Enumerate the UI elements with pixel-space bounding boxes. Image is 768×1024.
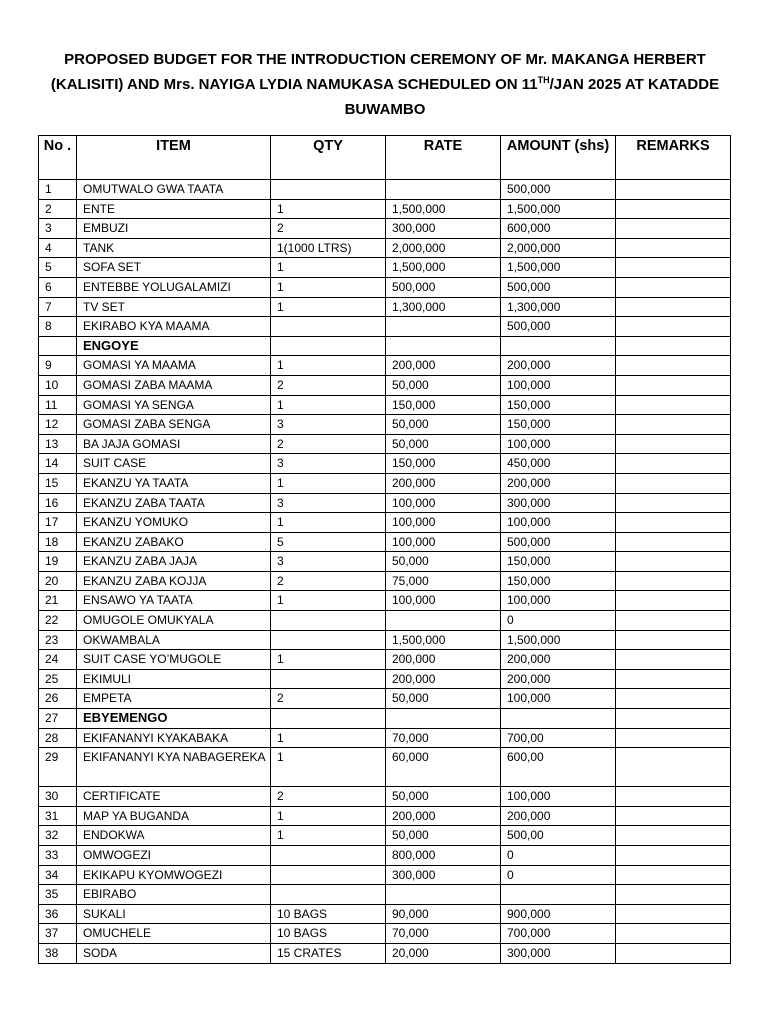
cell-no: 21 [39,591,77,611]
cell-remarks [616,689,731,709]
cell-amount: 100,000 [501,434,616,454]
cell-rate: 75,000 [386,571,501,591]
cell-qty: 1 [271,356,386,376]
cell-amount: 1,500,000 [501,630,616,650]
cell-rate [386,611,501,631]
cell-rate [386,709,501,729]
table-row [39,904,731,924]
cell-no: 30 [39,787,77,807]
document-title [40,47,730,122]
cell-amount: 600,00 [501,748,616,787]
cell-amount: 600,000 [501,219,616,239]
cell-no: 11 [39,395,77,415]
cell-qty [271,669,386,689]
cell-rate: 100,000 [386,532,501,552]
cell-no: 24 [39,650,77,670]
cell-rate: 50,000 [386,689,501,709]
cell-rate: 800,000 [386,846,501,866]
cell-qty: 1 [271,513,386,533]
table-row [39,258,731,278]
table-row [39,356,731,376]
table-row [39,846,731,866]
table-row [39,709,731,729]
cell-no: 33 [39,846,77,866]
cell-item: EKANZU ZABA TAATA [77,493,271,513]
table-row [39,375,731,395]
cell-remarks [616,709,731,729]
cell-remarks [616,552,731,572]
table-row [39,336,731,356]
cell-remarks [616,826,731,846]
cell-remarks [616,943,731,963]
cell-remarks [616,748,731,787]
cell-no: 1 [39,180,77,200]
cell-item: SOFA SET [77,258,271,278]
budget-rows [39,180,731,964]
cell-no: 13 [39,434,77,454]
title-line-2b: /JAN 2025 AT KATADDE [549,76,720,93]
table-row [39,493,731,513]
cell-rate: 20,000 [386,943,501,963]
cell-item: EKIMULI [77,669,271,689]
cell-remarks [616,904,731,924]
table-row [39,180,731,200]
cell-item: ENTEBBE YOLUGALAMIZI [77,277,271,297]
cell-amount: 150,000 [501,415,616,435]
cell-qty: 2 [271,219,386,239]
cell-no: 3 [39,219,77,239]
cell-item: OMUGOLE OMUKYALA [77,611,271,631]
cell-rate: 1,500,000 [386,258,501,278]
table-row [39,669,731,689]
cell-remarks [616,277,731,297]
title-line-2a: (KALISITI) AND Mrs. NAYIGA LYDIA NAMUKASA SCHEDULED ON 11 [50,76,538,93]
cell-rate: 1,300,000 [386,297,501,317]
cell-remarks [616,513,731,533]
cell-rate: 200,000 [386,806,501,826]
table-row [39,728,731,748]
cell-qty: 3 [271,493,386,513]
cell-item: MAP YA BUGANDA [77,806,271,826]
cell-remarks [616,317,731,337]
cell-no: 9 [39,356,77,376]
cell-remarks [616,493,731,513]
cell-remarks [616,650,731,670]
cell-no: 6 [39,277,77,297]
cell-no: 5 [39,258,77,278]
cell-item: ENDOKWA [77,826,271,846]
cell-remarks [616,669,731,689]
table-row [39,297,731,317]
table-row [39,611,731,631]
cell-remarks [616,336,731,356]
cell-amount: 1,500,000 [501,199,616,219]
title-line-3: BUWAMBO [344,101,426,118]
header-rate: RATE [386,136,501,180]
cell-amount: 0 [501,611,616,631]
cell-qty: 10 BAGS [271,924,386,944]
table-row [39,748,731,787]
cell-qty: 1(1000 LTRS) [271,238,386,258]
cell-remarks [616,571,731,591]
cell-amount: 700,000 [501,924,616,944]
cell-qty: 3 [271,415,386,435]
cell-rate: 300,000 [386,865,501,885]
cell-rate: 1,500,000 [386,199,501,219]
cell-qty [271,611,386,631]
cell-no: 25 [39,669,77,689]
cell-amount: 500,000 [501,277,616,297]
cell-remarks [616,591,731,611]
cell-remarks [616,238,731,258]
cell-item: OMUCHELE [77,924,271,944]
cell-qty [271,846,386,866]
table-row [39,238,731,258]
cell-rate: 60,000 [386,748,501,787]
cell-amount [501,885,616,905]
header-item: ITEM [77,136,271,180]
cell-item: EKANZU ZABA KOJJA [77,571,271,591]
cell-rate: 200,000 [386,669,501,689]
cell-rate: 100,000 [386,591,501,611]
cell-qty: 10 BAGS [271,904,386,924]
cell-qty: 5 [271,532,386,552]
cell-item: EKIFANANYI KYAKABAKA [77,728,271,748]
cell-amount: 450,000 [501,454,616,474]
cell-rate [386,885,501,905]
cell-remarks [616,865,731,885]
cell-rate: 100,000 [386,513,501,533]
cell-rate [386,336,501,356]
header-row [39,136,731,180]
cell-amount: 700,00 [501,728,616,748]
cell-amount: 150,000 [501,395,616,415]
cell-amount: 200,000 [501,356,616,376]
cell-rate [386,180,501,200]
cell-no: 17 [39,513,77,533]
cell-item: SUIT CASE [77,454,271,474]
cell-rate: 50,000 [386,434,501,454]
cell-qty [271,885,386,905]
cell-amount: 150,000 [501,552,616,572]
cell-no: 23 [39,630,77,650]
cell-remarks [616,415,731,435]
cell-amount: 100,000 [501,375,616,395]
cell-rate: 50,000 [386,787,501,807]
cell-no: 12 [39,415,77,435]
cell-no: 8 [39,317,77,337]
header-amount: AMOUNT (shs) [501,136,616,180]
cell-no: 37 [39,924,77,944]
cell-remarks [616,728,731,748]
cell-item: TV SET [77,297,271,317]
cell-amount [501,336,616,356]
cell-remarks [616,356,731,376]
cell-remarks [616,180,731,200]
cell-rate: 1,500,000 [386,630,501,650]
cell-rate: 70,000 [386,924,501,944]
cell-amount: 200,000 [501,806,616,826]
cell-qty: 1 [271,748,386,787]
cell-no: 15 [39,473,77,493]
cell-amount: 500,000 [501,180,616,200]
cell-no: 28 [39,728,77,748]
cell-item: EKANZU YA TAATA [77,473,271,493]
cell-qty: 1 [271,728,386,748]
cell-remarks [616,532,731,552]
cell-qty: 1 [271,277,386,297]
cell-amount: 200,000 [501,650,616,670]
header-no: No . [39,136,77,180]
cell-qty: 1 [271,806,386,826]
cell-remarks [616,924,731,944]
cell-no: 22 [39,611,77,631]
cell-no: 20 [39,571,77,591]
cell-qty: 2 [271,375,386,395]
cell-rate: 300,000 [386,219,501,239]
cell-remarks [616,395,731,415]
cell-item: CERTIFICATE [77,787,271,807]
cell-no: 14 [39,454,77,474]
cell-amount: 100,000 [501,689,616,709]
table-row [39,277,731,297]
cell-remarks [616,806,731,826]
cell-item: OMWOGEZI [77,846,271,866]
cell-no: 2 [39,199,77,219]
cell-qty: 3 [271,454,386,474]
cell-qty: 2 [271,787,386,807]
cell-no [39,336,77,356]
cell-qty [271,630,386,650]
cell-item: GOMASI ZABA MAAMA [77,375,271,395]
cell-amount: 200,000 [501,473,616,493]
table-row [39,630,731,650]
cell-no: 35 [39,885,77,905]
table-row [39,317,731,337]
cell-no: 16 [39,493,77,513]
cell-remarks [616,434,731,454]
cell-qty: 1 [271,650,386,670]
cell-remarks [616,454,731,474]
header-qty: QTY [271,136,386,180]
cell-amount: 900,000 [501,904,616,924]
cell-rate: 50,000 [386,415,501,435]
table-row [39,689,731,709]
table-row [39,943,731,963]
table-row [39,924,731,944]
cell-qty: 1 [271,395,386,415]
cell-item: EKANZU YOMUKO [77,513,271,533]
cell-item: ENSAWO YA TAATA [77,591,271,611]
cell-rate: 100,000 [386,493,501,513]
cell-qty: 1 [271,199,386,219]
cell-amount: 2,000,000 [501,238,616,258]
table-row [39,650,731,670]
table-row [39,454,731,474]
cell-qty [271,180,386,200]
table-row [39,552,731,572]
cell-amount: 0 [501,865,616,885]
cell-item: EBYEMENGO [77,709,271,729]
cell-no: 7 [39,297,77,317]
cell-item: BA JAJA GOMASI [77,434,271,454]
cell-item: ENGOYE [77,336,271,356]
cell-item: EKANZU ZABA JAJA [77,552,271,572]
cell-item: SUKALI [77,904,271,924]
cell-item: EMBUZI [77,219,271,239]
cell-amount: 200,000 [501,669,616,689]
cell-qty: 3 [271,552,386,572]
cell-no: 18 [39,532,77,552]
table-row [39,787,731,807]
cell-remarks [616,473,731,493]
cell-amount: 300,000 [501,493,616,513]
cell-amount: 500,00 [501,826,616,846]
cell-rate [386,317,501,337]
table-row [39,395,731,415]
cell-remarks [616,846,731,866]
cell-item: GOMASI YA MAAMA [77,356,271,376]
cell-qty [271,709,386,729]
table-row [39,571,731,591]
cell-amount: 100,000 [501,591,616,611]
cell-item: ENTE [77,199,271,219]
cell-amount: 100,000 [501,513,616,533]
table-row [39,415,731,435]
cell-no: 27 [39,709,77,729]
cell-qty: 1 [271,297,386,317]
cell-rate: 50,000 [386,552,501,572]
cell-no: 32 [39,826,77,846]
cell-item: TANK [77,238,271,258]
table-row [39,885,731,905]
cell-item: OMUTWALO GWA TAATA [77,180,271,200]
cell-item: GOMASI ZABA SENGA [77,415,271,435]
cell-qty: 2 [271,689,386,709]
cell-item: SUIT CASE YO’MUGOLE [77,650,271,670]
cell-no: 26 [39,689,77,709]
table-row [39,865,731,885]
header-remarks: REMARKS [616,136,731,180]
cell-remarks [616,219,731,239]
table-row [39,591,731,611]
cell-item: EKIRABO KYA MAAMA [77,317,271,337]
cell-no: 10 [39,375,77,395]
table-row [39,219,731,239]
cell-qty [271,865,386,885]
cell-item: EMPETA [77,689,271,709]
cell-rate: 150,000 [386,395,501,415]
title-ordinal-suffix: TH [537,75,550,85]
table-row [39,434,731,454]
cell-qty: 1 [271,826,386,846]
table-row [39,826,731,846]
cell-remarks [616,630,731,650]
cell-qty: 1 [271,258,386,278]
table-row [39,473,731,493]
cell-rate: 50,000 [386,375,501,395]
cell-no: 19 [39,552,77,572]
cell-item: EKIKAPU KYOMWOGEZI [77,865,271,885]
title-line-2 [40,72,730,97]
cell-amount [501,709,616,729]
cell-item: EKIFANANYI KYA NABAGEREKA [77,748,271,787]
cell-rate: 150,000 [386,454,501,474]
table-row [39,532,731,552]
cell-rate: 500,000 [386,277,501,297]
cell-item: EKANZU ZABAKO [77,532,271,552]
cell-amount: 100,000 [501,787,616,807]
cell-rate: 90,000 [386,904,501,924]
cell-amount: 1,300,000 [501,297,616,317]
cell-qty [271,317,386,337]
cell-qty: 1 [271,591,386,611]
cell-no: 4 [39,238,77,258]
cell-no: 31 [39,806,77,826]
cell-rate: 200,000 [386,473,501,493]
cell-remarks [616,258,731,278]
cell-no: 29 [39,748,77,787]
cell-amount: 500,000 [501,317,616,337]
cell-qty: 2 [271,571,386,591]
cell-remarks [616,375,731,395]
cell-qty: 1 [271,473,386,493]
cell-no: 38 [39,943,77,963]
cell-remarks [616,885,731,905]
cell-item: OKWAMBALA [77,630,271,650]
cell-item: GOMASI YA SENGA [77,395,271,415]
cell-amount: 500,000 [501,532,616,552]
cell-remarks [616,787,731,807]
cell-amount: 300,000 [501,943,616,963]
cell-qty: 2 [271,434,386,454]
cell-rate: 200,000 [386,650,501,670]
cell-qty: 15 CRATES [271,943,386,963]
cell-no: 36 [39,904,77,924]
title-line-1: PROPOSED BUDGET FOR THE INTRODUCTION CEREMONY OF Mr. MAKANGA HERBERT [64,51,706,68]
cell-remarks [616,199,731,219]
budget-table [38,135,731,964]
cell-amount: 150,000 [501,571,616,591]
cell-remarks [616,611,731,631]
cell-rate: 70,000 [386,728,501,748]
cell-item: EBIRABO [77,885,271,905]
cell-no: 34 [39,865,77,885]
cell-rate: 2,000,000 [386,238,501,258]
table-row [39,513,731,533]
cell-qty [271,336,386,356]
cell-rate: 50,000 [386,826,501,846]
cell-rate: 200,000 [386,356,501,376]
table-row [39,806,731,826]
cell-item: SODA [77,943,271,963]
cell-amount: 1,500,000 [501,258,616,278]
cell-remarks [616,297,731,317]
table-row [39,199,731,219]
cell-amount: 0 [501,846,616,866]
